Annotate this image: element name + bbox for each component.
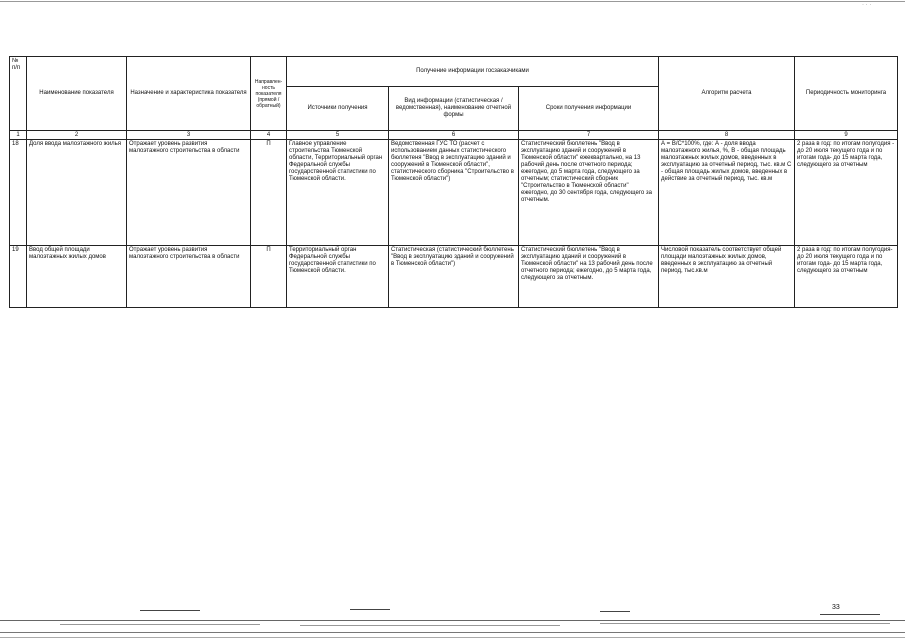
row-purpose: Отражает уровень развития малоэтажного строительства в области bbox=[127, 246, 251, 308]
row-period: 2 раза в год: по итогам полугодия- до 20 июля текущего года и по итогам года- до 15 марта года, следующего за отчетным bbox=[795, 246, 898, 308]
scan-artifact: · · · bbox=[862, 2, 872, 8]
row-name: Ввод общей площади малоэтажных жилых домов bbox=[27, 246, 127, 308]
scan-edge-top bbox=[0, 0, 905, 4]
header-terms: Сроки получения информации bbox=[519, 87, 659, 131]
row-num: 19 bbox=[10, 246, 27, 308]
row-terms: Статистический бюллетень "Ввод в эксплуатацию зданий и сооружений в Тюменской области" ежеквартально, на 13 рабочий день после отчетного периода; ежегодно, до 5 марта года, следующего за отчетным; статистический сборник "Строительство в Тюменской области" ежегодно, до 30 сентября года, следующего за отчетным. bbox=[519, 140, 659, 246]
header-period: Периодичность мониторинга bbox=[795, 57, 898, 131]
row-direction: П bbox=[251, 246, 287, 308]
column-number: 8 bbox=[659, 131, 795, 140]
header-direction: Направлен-ность показателя (прямой / обратный) bbox=[251, 57, 287, 131]
header-purpose: Назначение и характеристика показателя bbox=[127, 57, 251, 131]
header-kind: Вид информации (статистическая / ведомственная), наименование отчетной формы bbox=[389, 87, 519, 131]
row-terms: Статистический бюллетень "Ввод в эксплуатацию зданий и сооружений в Тюменской области" на 13 рабочий день после отчетного периода; ежегодно, до 5 марта года, следующего за отчетным. bbox=[519, 246, 659, 308]
row-source: Главное управление строительства Тюменской области, Территориальный орган Федеральной службы государственной статистики по Тюменской области. bbox=[287, 140, 389, 246]
row-num: 18 bbox=[10, 140, 27, 246]
row-direction: П bbox=[251, 140, 287, 246]
row-period: 2 раза в год: по итогам полугодия - до 20 июля текущего года и по итогам года- до 15 марта года, следующего за отчетным bbox=[795, 140, 898, 246]
header-name: Наименование показателя bbox=[27, 57, 127, 131]
row-purpose: Отражает уровень развития малоэтажного строительства в области bbox=[127, 140, 251, 246]
row-kind: Статистическая (статистический бюллетень "Ввод в эксплуатацию зданий и сооружений в Тюменской области") bbox=[389, 246, 519, 308]
indicators-table bbox=[9, 56, 898, 308]
table-row bbox=[10, 246, 898, 308]
column-number: 4 bbox=[251, 131, 287, 140]
header-row-1 bbox=[10, 57, 898, 87]
column-number: 7 bbox=[519, 131, 659, 140]
column-number: 1 bbox=[10, 131, 27, 140]
row-name: Доля ввода малоэтажного жилья bbox=[27, 140, 127, 246]
row-source: Территориальный орган Федеральной службы государственной статистики по Тюменской области. bbox=[287, 246, 389, 308]
column-number: 5 bbox=[287, 131, 389, 140]
header-source: Источники получения bbox=[287, 87, 389, 131]
header-algorithm: Алгоритм расчета bbox=[659, 57, 795, 131]
scan-footer-artifacts bbox=[0, 608, 905, 640]
row-kind: Ведомственная ГУС ТО (расчет с использованием данных статистического бюллетеня "Ввод в эксплуатацию зданий и сооружений в Тюменской области", статистического сборника "Строительство в Тюменской области") bbox=[389, 140, 519, 246]
row-algorithm: Числовой показатель соответствует общей площади малоэтажных жилых домов, введенных в эксплуатацию за отчетный период, тыс.кв.м bbox=[659, 246, 795, 308]
column-number-row bbox=[10, 131, 898, 140]
page-number: 33 bbox=[832, 604, 840, 611]
column-number: 2 bbox=[27, 131, 127, 140]
column-number: 9 bbox=[795, 131, 898, 140]
table-row bbox=[10, 140, 898, 246]
column-number: 6 bbox=[389, 131, 519, 140]
header-info-group: Получение информации госзаказчиками bbox=[287, 57, 659, 87]
column-number: 3 bbox=[127, 131, 251, 140]
row-algorithm: А = В/С*100%, где: А - доля ввода малоэтажного жилья, %, В - общая площадь малоэтажных жилых домов, введенных в эксплуатацию за отчетный период, тыс. кв.м С - общая площадь жилых домов, введенных в действие за отчетный период, тыс. кв.м bbox=[659, 140, 795, 246]
header-num: № п/п bbox=[10, 57, 27, 131]
